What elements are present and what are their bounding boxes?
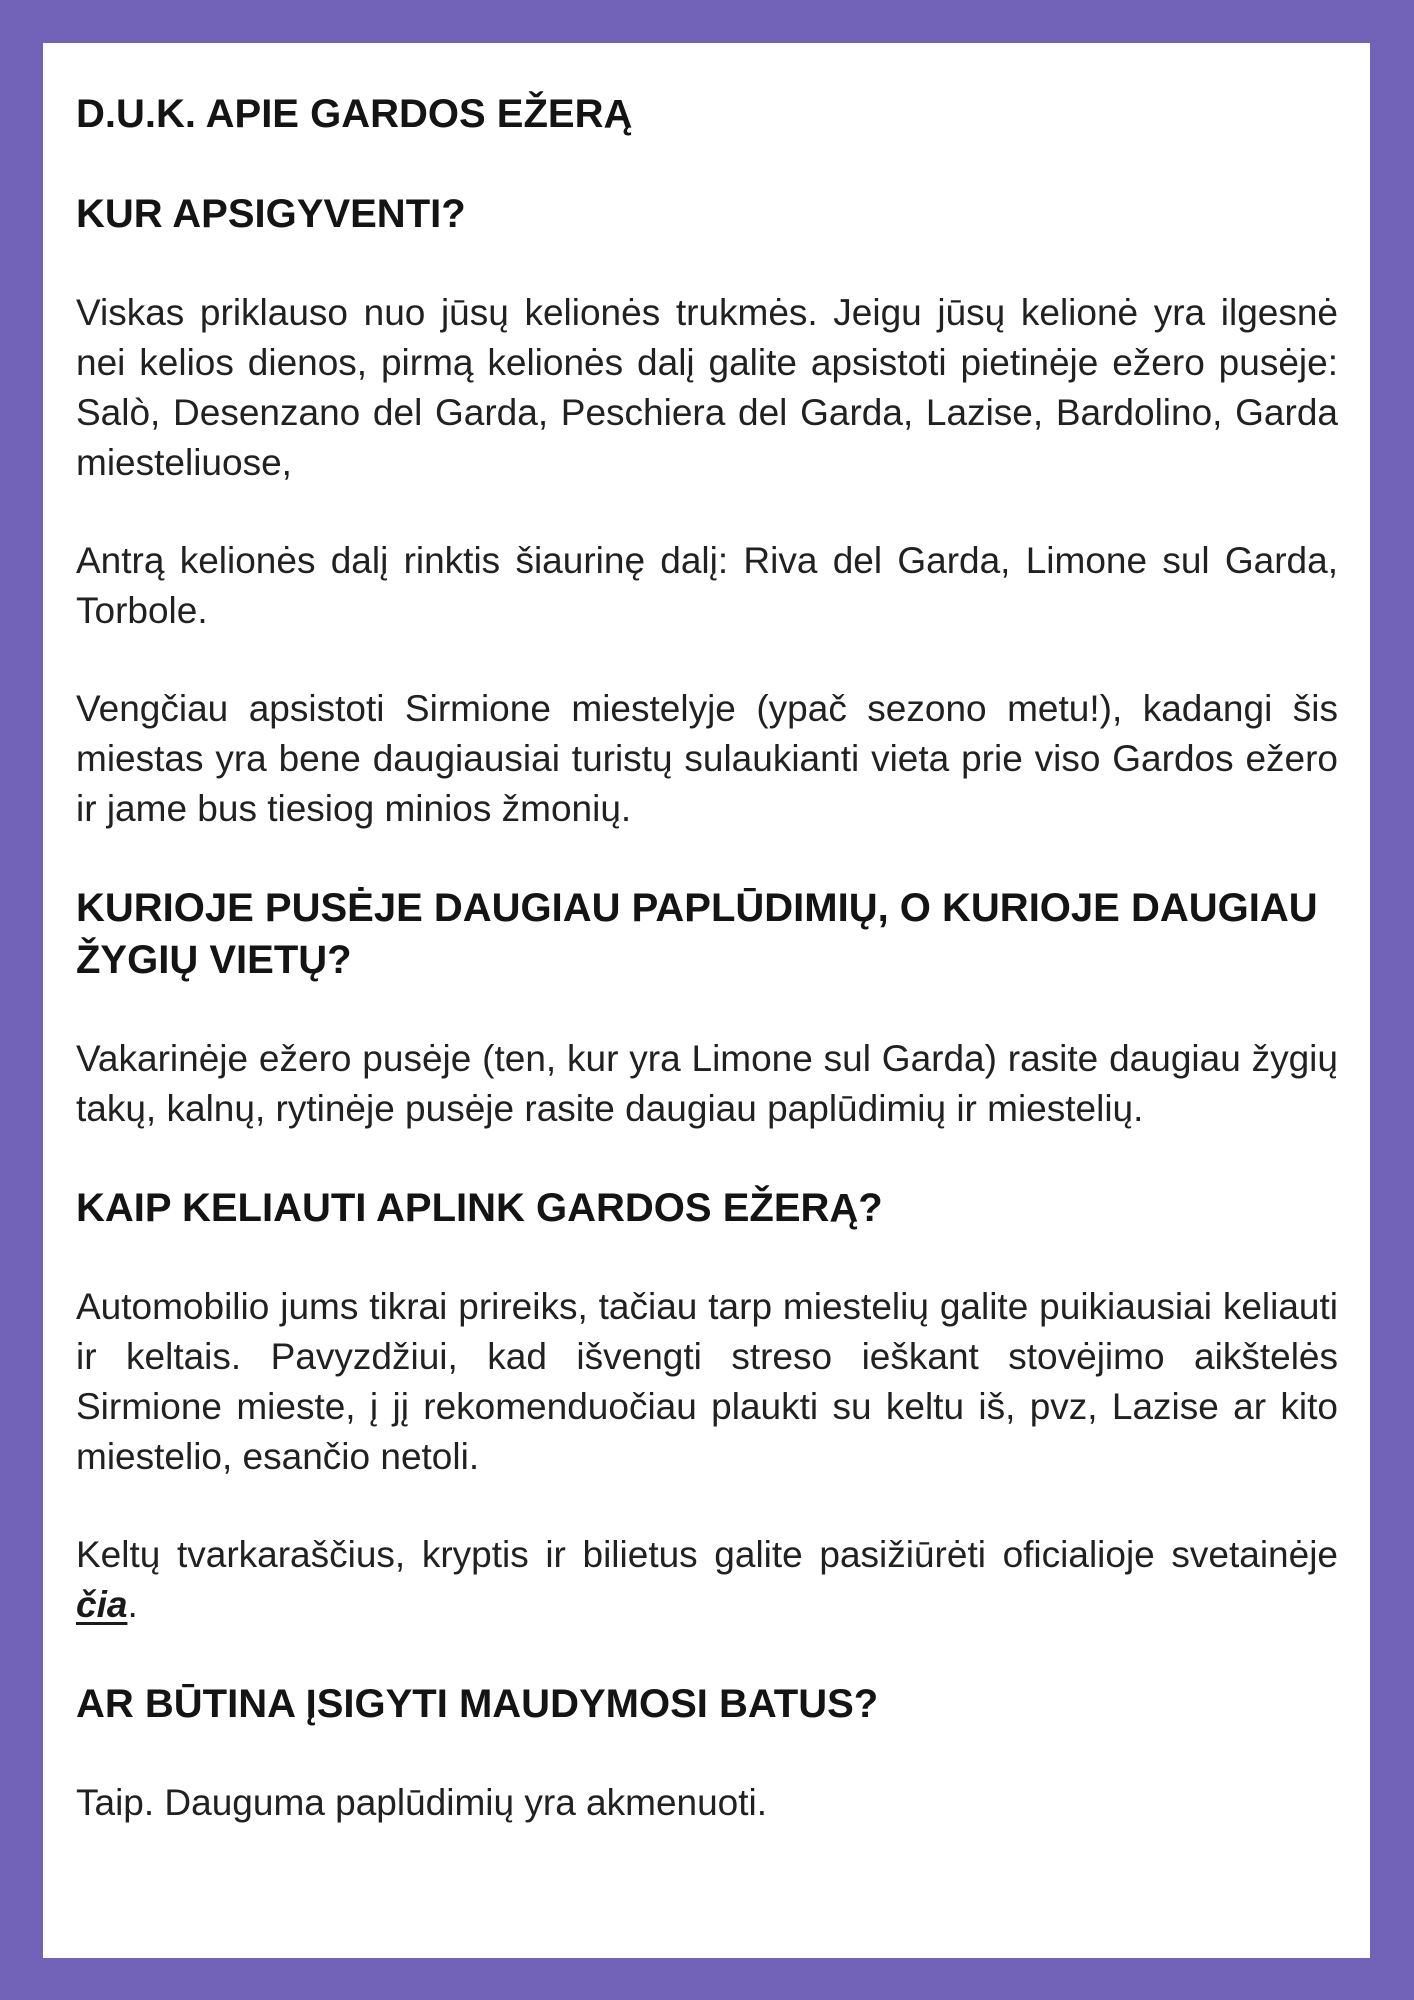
faq-paragraph-with-link — [76, 1530, 1338, 1630]
document-title: D.U.K. APIE GARDOS EŽERĄ — [76, 92, 633, 136]
faq-paragraph: Viskas priklauso nuo jūsų kelionės trukmės. Jeigu jūsų kelionė yra ilgesnė nei kelios dienos, pirmą kelionės dalį galite apsistoti pietinėje ežero pusėje: Salò, Desenzano del Garda, Peschiera del Garda, Lazise, Bardolino, Garda miesteliuose, — [76, 292, 1338, 483]
link-sentence-before: Keltų tvarkaraščius, kryptis ir bilietus galite pasižiūrėti oficialioje svetainėje — [76, 1534, 1338, 1575]
link-sentence-after: . — [127, 1584, 138, 1625]
faq-paragraph: Antrą kelionės dalį rinktis šiaurinę dalį: Riva del Garda, Limone sul Garda, Torbole. — [76, 540, 1338, 631]
faq-paragraph: Taip. Dauguma paplūdimių yra akmenuoti. — [76, 1782, 768, 1823]
faq-paragraph: Vengčiau apsistoti Sirmione miestelyje (ypač sezono metu!), kadangi šis miestas yra bene daugiausiai turistų sulaukianti vieta prie viso Gardos ežero ir jame bus tiesiog minios žmonių. — [76, 688, 1338, 829]
heading-how-to-travel: KAIP KELIAUTI APLINK GARDOS EŽERĄ? — [76, 1186, 883, 1230]
heading-accommodation: KUR APSIGYVENTI? — [76, 192, 466, 236]
faq-paragraph: Vakarinėje ežero pusėje (ten, kur yra Limone sul Garda) rasite daugiau žygių takų, kalnų, rytinėje pusėje rasite daugiau paplūdimių ir miestelių. — [76, 1038, 1338, 1129]
heading-beaches-vs-hikes: KURIOJE PUSĖJE DAUGIAU PAPLŪDIMIŲ, O KURIOJE DAUGIAU ŽYGIŲ VIETŲ? — [76, 886, 1318, 982]
faq-document-page — [43, 43, 1370, 1958]
ferry-website-link[interactable]: čia — [76, 1584, 128, 1625]
faq-paragraph: Automobilio jums tikrai prireiks, tačiau tarp miestelių galite puikiausiai keliauti ir keltais. Pavyzdžiui, kad išvengti streso ieškant stovėjimo aikštelės Sirmione mieste, į jį rekomenduočiau plaukti su keltu iš, pvz, Lazise ar kito miestelio, esančio netoli. — [76, 1286, 1338, 1477]
heading-swimming-shoes: AR BŪTINA ĮSIGYTI MAUDYMOSI BATUS? — [76, 1682, 879, 1726]
